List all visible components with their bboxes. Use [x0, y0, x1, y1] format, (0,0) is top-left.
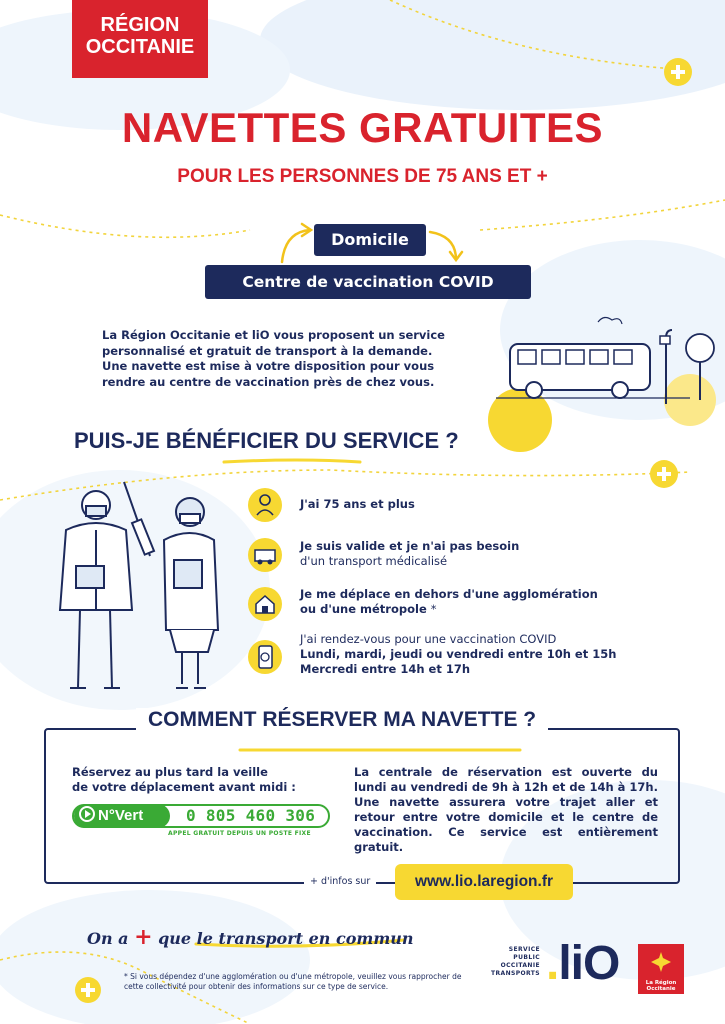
- lio-tagline-line: PUBLIC: [513, 954, 540, 961]
- nvert-label: N°Vert: [98, 807, 144, 824]
- play-icon: [79, 806, 95, 822]
- occ-logo-line: Occitanie: [646, 986, 676, 992]
- house-icon: [248, 587, 282, 621]
- intro-line: La Région Occitanie et liO vous proposent un service: [102, 328, 445, 342]
- plus-badge-icon: [75, 977, 101, 1003]
- eligibility-title: PUIS-JE BÉNÉFICIER DU SERVICE ?: [74, 428, 459, 453]
- lio-tagline: [478, 946, 540, 978]
- slogan-after: que le transport en commun: [158, 929, 414, 948]
- lio-logo: [546, 936, 619, 991]
- plus-badge-icon: [664, 58, 692, 86]
- lio-tagline-line: OCCITANIE: [500, 962, 540, 969]
- ambulance-icon: [248, 538, 282, 572]
- criterion-line: Je suis valide et je n'ai pas besoin: [300, 539, 520, 553]
- criterion-appointment: [300, 632, 630, 677]
- occitan-cross-icon: [649, 950, 673, 974]
- criterion-line: J'ai 75 ans et plus: [300, 497, 415, 511]
- plus-badge-icon: [650, 460, 678, 488]
- lio-logo-text: liO: [558, 937, 620, 990]
- reserve-line: Réservez au plus tard la veille: [72, 765, 268, 779]
- footnote-marker: *: [430, 602, 437, 616]
- intro-line: personnalisé et gratuit de transport à la demande.: [102, 343, 433, 358]
- criterion-age: [300, 497, 630, 512]
- criterion-line: d'un transport médicalisé: [300, 554, 448, 568]
- page-title: NAVETTES GRATUITES: [121, 104, 604, 151]
- occitanie-cross-logo: [638, 944, 684, 994]
- criterion-mobility: [300, 539, 630, 569]
- phone-number[interactable]: 0 805 460 306: [186, 806, 316, 825]
- intro-line: Une navette est mise à votre disposition pour vous: [102, 359, 435, 373]
- booking-title: COMMENT RÉSERVER MA NAVETTE ?: [136, 708, 548, 732]
- lio-tagline-line: TRANSPORTS: [491, 970, 540, 977]
- criterion-line: Lundi, mardi, jeudi ou vendredi entre 10h et 15h: [300, 647, 617, 661]
- criterion-location: [300, 587, 630, 617]
- region-logo-line2: OCCITANIE: [85, 36, 195, 58]
- occ-logo-line: La Région: [645, 980, 677, 986]
- elderly-person-icon: [248, 488, 282, 522]
- lio-tagline-line: SERVICE: [508, 946, 540, 953]
- region-occitanie-logo: [72, 0, 208, 78]
- intro-line: rendre au centre de vaccination près de chez vous.: [102, 374, 435, 389]
- phone-calendar-icon: [248, 640, 282, 674]
- intro-paragraph: [102, 328, 462, 390]
- route-center-label: Centre de vaccination COVID: [205, 265, 531, 299]
- central-info-paragraph: La centrale de réservation est ouverte du lundi au vendredi de 9h à 12h et de 14h à 17h. Une navette assurera votre trajet aller et retour entre votre domicile et le centre de vaccination. Ce service est entièrement gratuit.: [354, 765, 658, 854]
- slogan-before: On a: [87, 929, 129, 948]
- criterion-line: J'ai rendez-vous pour une vaccination COVID: [300, 632, 557, 646]
- website-link[interactable]: www.lio.laregion.fr: [395, 864, 573, 900]
- lio-logo-dot: .: [546, 937, 559, 990]
- page-subtitle: POUR LES PERSONNES DE 75 ANS ET +: [177, 166, 548, 187]
- reserve-line: de votre déplacement avant midi :: [72, 780, 296, 794]
- footnote: * Si vous dépendez d'une agglomération ou d'une métropole, veuillez vous rapprocher de cette collectivité pour obtenir des informations sur ce type de service.: [124, 972, 462, 991]
- region-logo-line1: RÉGION: [100, 14, 180, 36]
- criterion-line: ou d'une métropole *: [300, 602, 437, 616]
- phone-number-badge[interactable]: [72, 804, 330, 828]
- slogan: [87, 924, 414, 950]
- criterion-line: Je me déplace en dehors d'une agglomération: [300, 587, 598, 601]
- nvert-label-box: [74, 804, 170, 828]
- reserve-instructions: [72, 765, 322, 795]
- slogan-plus: +: [134, 924, 153, 950]
- route-home-label: Domicile: [314, 224, 426, 256]
- more-info-label: + d'infos sur: [304, 876, 376, 887]
- criterion-line: Mercredi entre 14h et 17h: [300, 662, 471, 676]
- phone-note: APPEL GRATUIT DEPUIS UN POSTE FIXE: [168, 830, 311, 837]
